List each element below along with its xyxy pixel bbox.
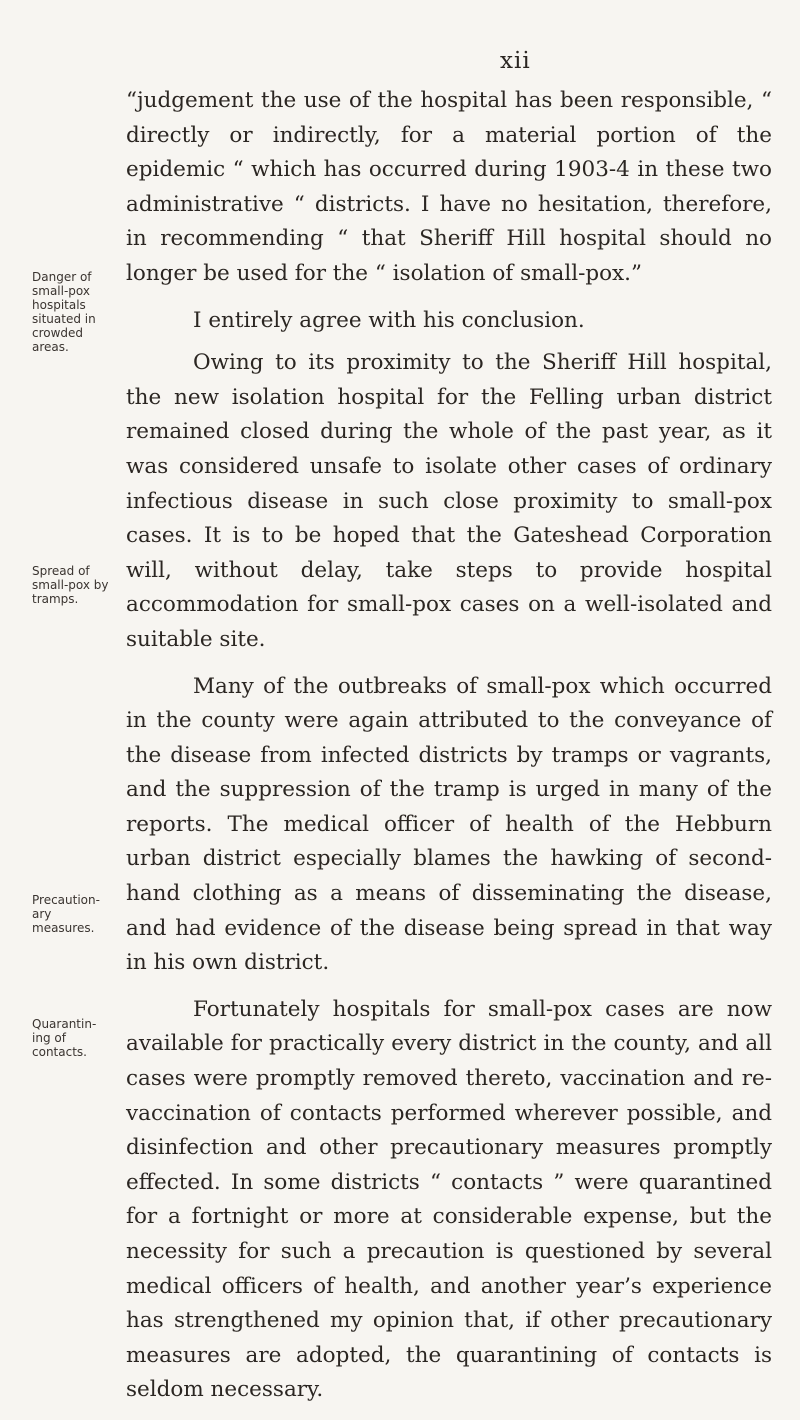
sidenote-quarantining-of-contacts [32, 1017, 116, 1059]
quoted-judgement-paragraph: “judgement the use of the hospital has been responsible, “ directly or indirectly, for a material portion of the epidemic “ which has occurred during 1903-4 in these two administrative “ districts. I have no hesitation, therefore, in recommending “ that Sheriff Hill hospital should no longer be used for the “ isolation of small-pox.” [126, 88, 772, 286]
sidenote-spread-by-tramps [32, 564, 116, 606]
sidenote-line: measures. [32, 921, 95, 935]
sidenote-danger-small-pox-hospitals [32, 270, 116, 354]
sidenote-line: tramps. [32, 592, 79, 606]
sidenote-line: areas. [32, 340, 69, 354]
sidenote-line: ary [32, 907, 52, 921]
spread-paragraph: Many of the outbreaks of small-pox which occurred in the county were again attributed to the conveyance of the disease from infected districts by tramps or vagrants, and the suppression of the tramp is urged in many of the reports. The medical officer of health of the Hebburn urban district especially blames the hawking of second-hand clothing as a means of disseminating the disease, and had evidence of the disease being spread in that way in his own district. [126, 673, 772, 976]
sidenote-line: Precaution- [32, 893, 100, 907]
main-text [126, 84, 772, 1420]
sidenote-line: Spread of [32, 564, 90, 578]
sidenote-line: crowded [32, 326, 84, 340]
sidenote-line: Danger of [32, 270, 92, 284]
page-number: xii [500, 48, 531, 74]
sidenote-precautionary-measures [32, 893, 116, 935]
sidenote-line: contacts. [32, 1045, 87, 1059]
danger-paragraph: Owing to its proximity to the Sheriff Hill hospital, the new isolation hospital for the Felling urban district remained closed during the whole of the past year, as it was considered unsafe to isolate other cases of ordinary infectious disease in such close proximity to small-pox cases. It is to be hoped that the Gateshead Corporation will, without delay, take steps to provide hospital accommodation for small-pox cases on a well-isolated and suitable site. [126, 350, 772, 652]
sidenote-line: Quarantin- [32, 1017, 97, 1031]
sidenote-line: small-pox [32, 284, 90, 298]
sidenote-line: situated in [32, 312, 96, 326]
precaution-paragraph: Fortunately hospitals for small-pox cases are now available for practically every district in the county, and all cases were promptly removed thereto, vaccination and re-vaccination of contacts performed wherever possible, and disinfection and other precautionary measures promptly effected. In some districts “ contacts ” were quarantined for a fortnight or more at considerable expense, but the necessity for such a precaution is questioned by several medical officers of health, and another year’s experience has strengthened my opinion that, if other precautionary measures are adopted, the quarantining of contacts is seldom necessary. [126, 996, 772, 1403]
sidenote-line: small-pox by [32, 578, 109, 592]
conclusion-paragraph: I entirely agree with his conclusion. [193, 307, 585, 333]
sidenote-line: ing of [32, 1031, 66, 1045]
sidenote-line: hospitals [32, 298, 86, 312]
